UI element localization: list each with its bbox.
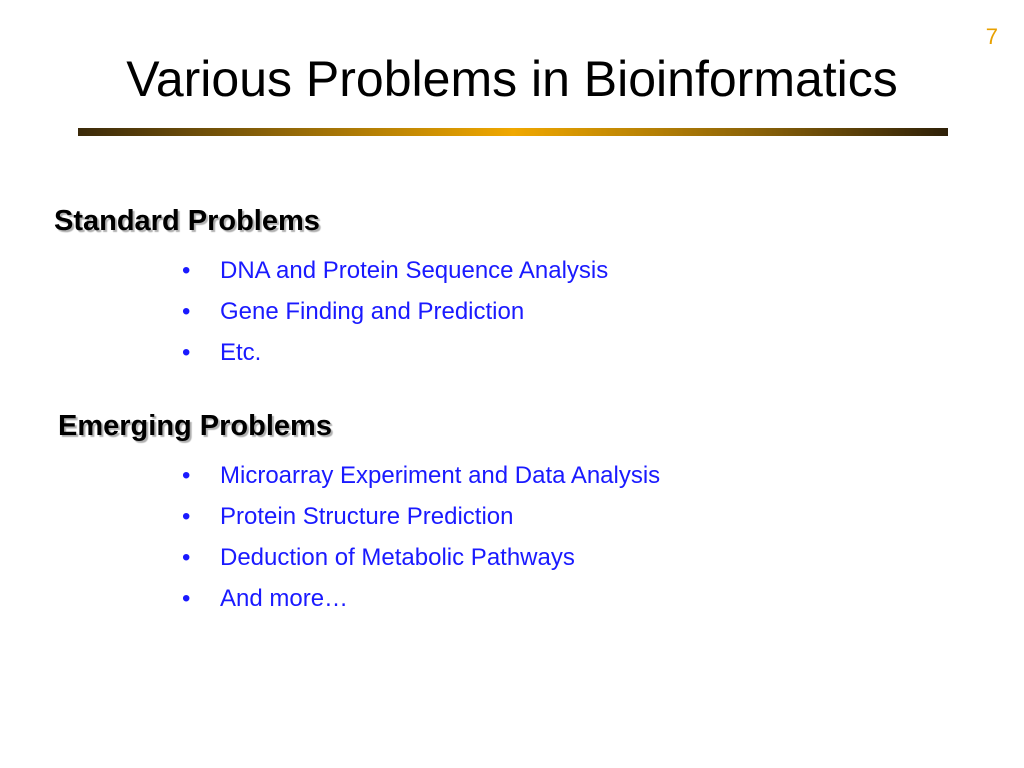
- bullet-icon: •: [182, 585, 191, 612]
- section-heading-emerging: Emerging Problems: [58, 410, 332, 442]
- list-item-text: And more…: [220, 585, 349, 612]
- list-item-text: Microarray Experiment and Data Analysis: [220, 462, 661, 489]
- list-item-text: Etc.: [220, 339, 262, 366]
- list-item-text: DNA and Protein Sequence Analysis: [220, 257, 609, 284]
- bullet-icon: •: [182, 257, 191, 284]
- bullet-icon: •: [182, 339, 191, 366]
- list-item-text: Deduction of Metabolic Pathways: [220, 544, 575, 571]
- bullet-icon: •: [182, 298, 191, 325]
- bullet-icon: •: [182, 503, 191, 530]
- list-item-text: Gene Finding and Prediction: [220, 298, 525, 325]
- bullet-icon: •: [182, 462, 191, 489]
- title-divider: [78, 128, 948, 136]
- section-heading-standard: Standard Problems: [54, 205, 320, 237]
- bullet-icon: •: [182, 544, 191, 571]
- slide-title: Various Problems in Bioinformatics: [126, 51, 898, 107]
- list-item-text: Protein Structure Prediction: [220, 503, 514, 530]
- page-number: 7: [985, 24, 998, 49]
